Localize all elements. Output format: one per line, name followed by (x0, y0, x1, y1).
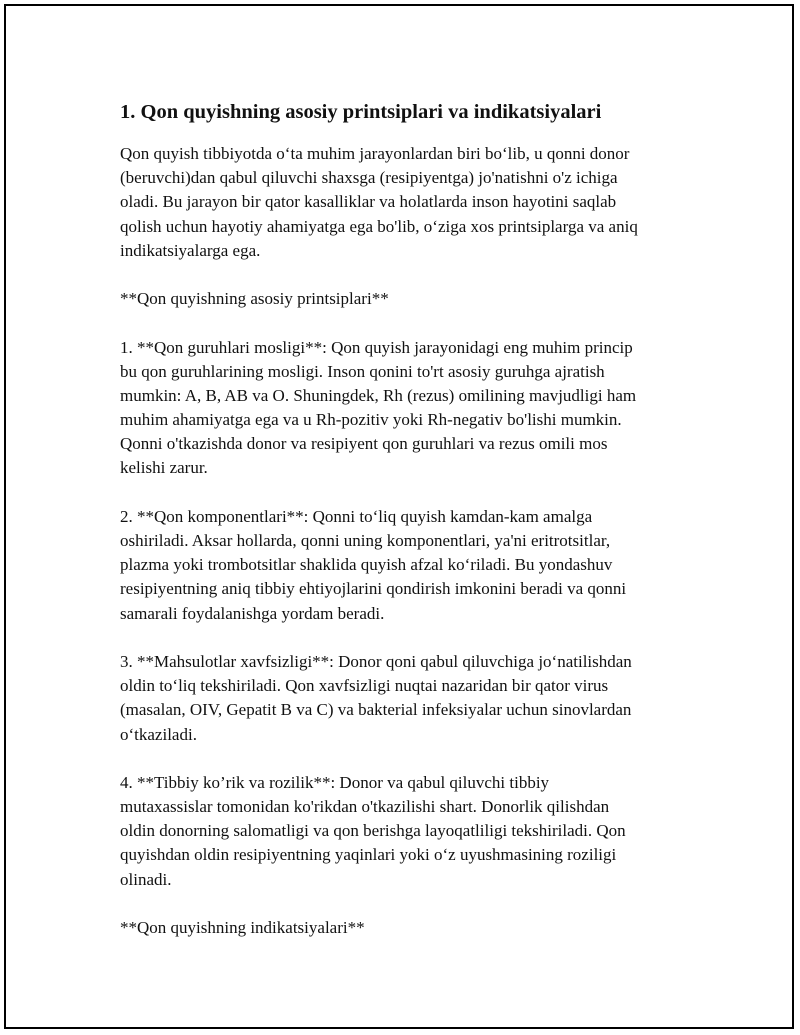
document-body (120, 94, 690, 940)
paragraph-gap (120, 311, 690, 335)
item-line: quyishdan oldin resipiyentning yaqinlari yoki o‘z uyushmasining roziligi (120, 845, 617, 865)
indications-heading: **Qon quyishning indikatsiyalari** (120, 918, 365, 937)
intro-line: indikatsiyalarga ega. (120, 240, 261, 260)
item-line: 4. **Tibbiy ko’rik va rozilik**: Donor va qabul qiluvchi tibbiy (120, 772, 550, 792)
item-line: samarali foydalanishga yordam beradi. (120, 603, 385, 623)
intro-line: Qon quyish tibbiyotda o‘ta muhim jarayonlardan biri bo‘lib, u qonni donor (120, 144, 630, 163)
intro-line: qolish uchun hayotiy ahamiyatga ega bo'lib, o‘ziga xos printsiplarga va aniq (120, 216, 638, 236)
item-line: 2. **Qon komponentlari**: Qonni to‘liq quyish kamdan-kam amalga (120, 506, 593, 526)
item-line: 3. **Mahsulotlar xavfsizligi**: Donor qoni qabul qiluvchiga jo‘natilishdan (120, 651, 632, 671)
item-line: 1. **Qon guruhlari mosligi**: Qon quyish jarayonidagi eng muhim princip (120, 337, 633, 357)
principle-item-1 (120, 336, 690, 481)
item-line: mumkin: A, B, AB va O. Shuningdek, Rh (rezus) omilining mavjudligi ham (120, 385, 637, 405)
paragraph-gap (120, 263, 690, 287)
intro-paragraph (120, 142, 690, 263)
item-line: olinadi. (120, 869, 172, 889)
document-title: 1. Qon quyishning asosiy printsiplari va indikatsiyalari (120, 101, 602, 123)
principles-heading: **Qon quyishning asosiy printsiplari** (120, 289, 389, 309)
principle-item-4 (120, 771, 690, 892)
item-line: oldin donorning salomatligi va qon berishga layoqatliligi tekshiriladi. Qon (120, 821, 626, 841)
item-line: plazma yoki trombotsitlar shaklida quyish afzal ko‘riladi. Bu yondashuv (120, 555, 613, 575)
item-line: oldin to‘liq tekshiriladi. Qon xavfsizligi nuqtai nazaridan bir qator virus (120, 676, 609, 696)
intro-line: oladi. Bu jarayon bir qator kasalliklar va holatlarda inson hayotini saqlab (120, 192, 617, 212)
paragraph-gap (120, 626, 690, 650)
principle-item-3 (120, 650, 690, 747)
item-line: (masalan, OIV, Gepatit B va C) va bakterial infeksiyalar uchun sinovlardan (120, 700, 632, 720)
paragraph-gap (120, 481, 690, 505)
document-page (4, 4, 794, 1029)
principle-item-2 (120, 505, 690, 626)
item-line: kelishi zarur. (120, 458, 208, 478)
paragraph-gap (120, 747, 690, 771)
item-line: o‘tkaziladi. (120, 724, 197, 744)
item-line: mutaxassislar tomonidan ko'rikdan o'tkazilishi shart. Donorlik qilishdan (120, 797, 610, 817)
item-line: bu qon guruhlarining mosligi. Inson qonini to'rt asosiy guruhga ajratish (120, 361, 605, 381)
item-line: Qonni o'tkazishda donor va resipiyent qon guruhlari va rezus omili mos (120, 434, 608, 454)
intro-line: (beruvchi)dan qabul qiluvchi shaxsga (resipiyentga) jo'natishni o'z ichiga (120, 168, 618, 188)
item-line: muhim ahamiyatga ega va u Rh-pozitiv yoki Rh-negativ bo'lishi mumkin. (120, 410, 622, 430)
item-line: oshiriladi. Aksar hollarda, qonni uning komponentlari, ya'ni eritrotsitlar, (120, 531, 611, 550)
item-line: resipiyentning aniq tibbiy ehtiyojlarini qondirish imkonini beradi va qonni (120, 579, 627, 599)
paragraph-gap (120, 892, 690, 916)
